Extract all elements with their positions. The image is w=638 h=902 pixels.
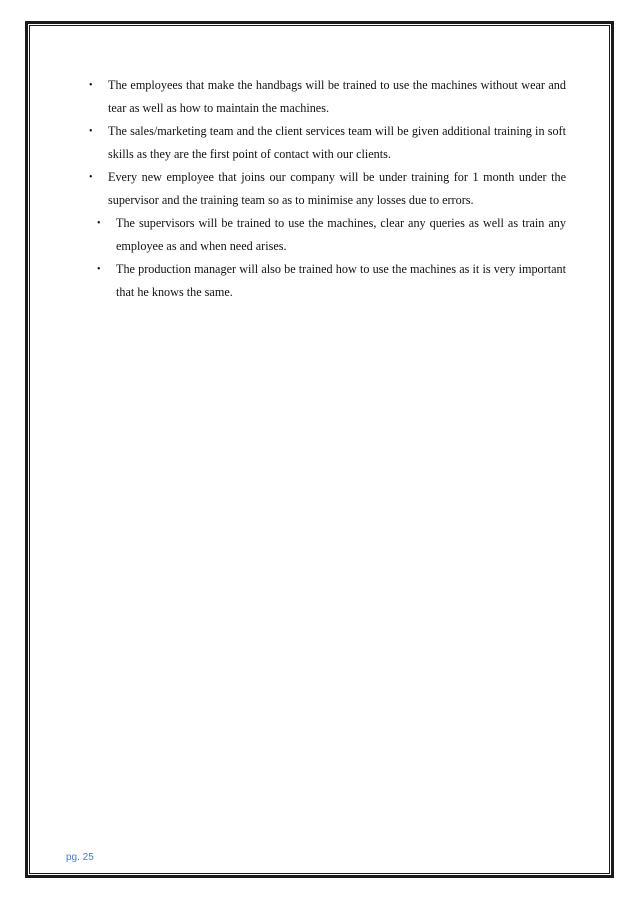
list-item (86, 212, 566, 258)
list-item-text: The employees that make the handbags will be trained to use the machines without wear and tear as well as how to maintain the machines. (108, 78, 566, 115)
page-number: pg. 25 (66, 852, 94, 863)
list-item (86, 120, 566, 166)
list-item (86, 74, 566, 120)
list-item (86, 258, 566, 304)
list-item-text: The production manager will also be trained how to use the machines as it is very important that he knows the same. (116, 262, 566, 299)
bullet-list (86, 74, 566, 304)
list-item-text: Every new employee that joins our company will be under training for 1 month under the supervisor and the training team so as to minimise any losses due to errors. (108, 170, 566, 207)
list-item-text: The supervisors will be trained to use the machines, clear any queries as well as train any employee as and when need arises. (116, 216, 566, 253)
list-item-text: The sales/marketing team and the client services team will be given additional training in soft skills as they are the first point of contact with our clients. (108, 124, 566, 161)
bullet-icon: • (97, 264, 101, 275)
bullet-icon: • (89, 126, 93, 137)
bullet-icon: • (97, 218, 101, 229)
bullet-icon: • (89, 172, 93, 183)
bullet-icon: • (89, 80, 93, 91)
document-body (86, 74, 566, 304)
list-item (86, 166, 566, 212)
